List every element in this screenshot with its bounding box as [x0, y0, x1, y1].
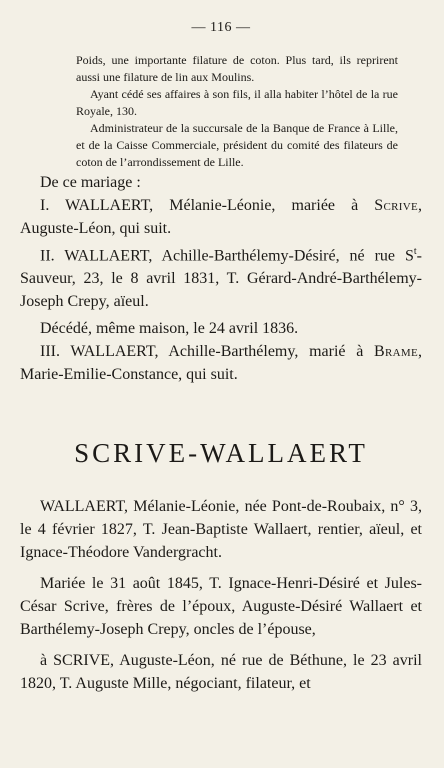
page-number: — 116 — [191, 20, 251, 35]
child-2-superscript: t [413, 246, 417, 257]
child-entry-1 [20, 194, 422, 240]
child-2-death: Décédé, même maison, le 24 avril 1836. [40, 320, 299, 338]
child-2-text-b: -Sauveur, 23, le 8 avril 1831, T. Gérard-André-Barthélemy-Joseph Crepy, aïeul. [20, 247, 422, 311]
child-3-text-b: , Marie-Emilie-Constance, qui suit. [20, 343, 422, 384]
marriage-intro: De ce mariage : [40, 174, 141, 191]
note-paragraph-3: Administrateur de la succursale de la Banque de France à Lille, et de la Caisse Commerciale, président du comité des filateurs de coton de l’arrondissement de Lille. [76, 121, 398, 169]
child-1-text-b: , Auguste-Léon, qui suit. [20, 197, 422, 237]
section-paragraph-3: à SCRIVE, Auguste-Léon, né rue de Béthune, le 23 avril 1820, T. Auguste Mille, négociant, filateur, et [20, 652, 422, 693]
child-1-spouse: Scrive [374, 197, 418, 214]
child-1-text-a: I. WALLAERT, Mélanie-Léonie, mariée à [40, 197, 375, 214]
section-title: SCRIVE-WALLAERT [74, 438, 368, 469]
section-paragraph-1: WALLAERT, Mélanie-Léonie, née Pont-de-Roubaix, n° 3, le 4 février 1827, T. Jean-Baptiste Wallaert, rentier, aïeul, et Ignace-Théodore Vandergracht. [20, 498, 422, 562]
note-paragraph-2: Ayant cédé ses affaires à son fils, il alla habiter l’hôtel de la rue Royale, 130. [76, 87, 398, 118]
child-2-text-a: II. WALLAERT, Achille-Barthélemy-Désiré, né rue S [40, 247, 414, 265]
child-entry-3 [20, 340, 422, 386]
child-3-text-a: III. WALLAERT, Achille-Barthélemy, marié à [40, 343, 375, 361]
child-3-spouse: Brame [374, 343, 418, 361]
child-entry-2 [20, 240, 422, 313]
main-text [20, 171, 422, 695]
section-paragraph-2: Mariée le 31 août 1845, T. Ignace-Henri-Désiré et Jules-César Scrive, frères de l’époux, Auguste-Désiré Wallaert et Barthélemy-Joseph Crepy, oncles de l’épouse, [20, 575, 422, 639]
note-paragraph-1: Poids, une importante filature de coton. Plus tard, ils reprirent aussi une filature de lin aux Moulins. [76, 53, 398, 84]
footnote-block [20, 52, 422, 171]
